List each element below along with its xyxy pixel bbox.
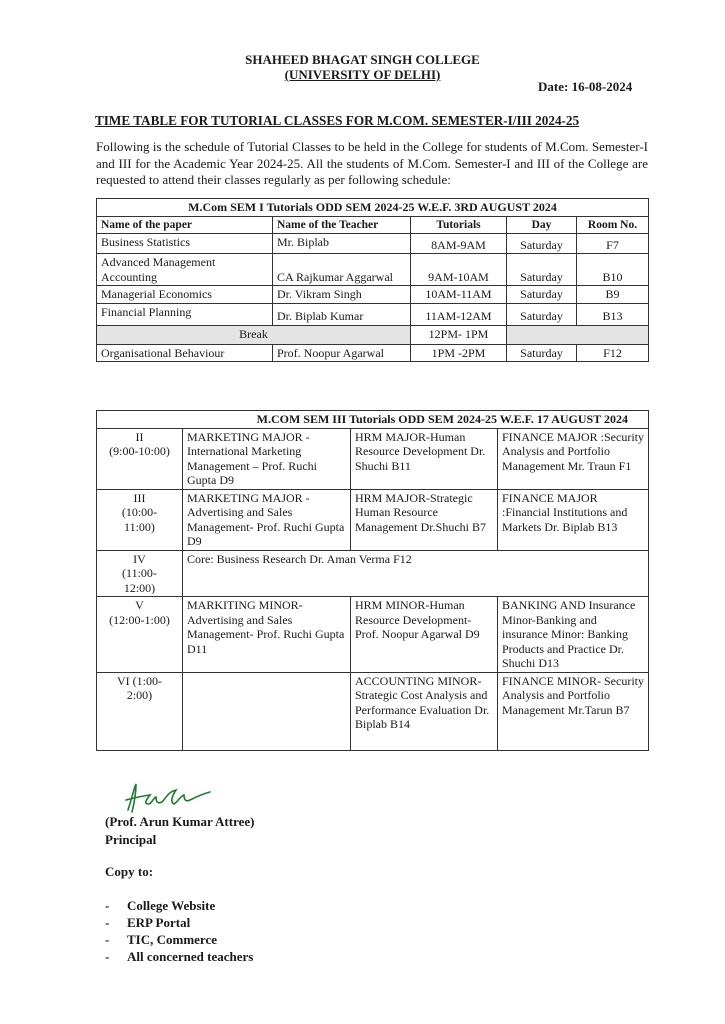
teacher-cell: Dr. Vikram Singh: [273, 286, 411, 304]
table-row: [97, 489, 649, 550]
college-name: SHAHEED BHAGAT SINGH COLLEGE: [245, 52, 480, 67]
day-cell: Saturday: [507, 254, 577, 286]
day-cell: Saturday: [507, 303, 577, 325]
empty-cell: [183, 672, 351, 750]
col-room: Room No.: [577, 216, 649, 234]
list-item: - TIC, Commerce: [105, 931, 253, 948]
finance-cell: FINANCE MINOR- Security Analysis and Portfolio Management Mr.Tarun B7: [498, 672, 649, 750]
break-label: Break: [97, 325, 411, 344]
marketing-cell: MARKITING MINOR- Advertising and Sales Management- Prof. Ruchi Gupta D11: [183, 597, 351, 673]
slot-cell: VI (1:00- 2:00): [97, 672, 183, 750]
teacher-cell: Prof. Noopur Agarwal: [273, 344, 411, 362]
paper-cell: Advanced Management Accounting: [97, 254, 273, 286]
sem1-heading: M.Com SEM I Tutorials ODD SEM 2024-25 W.E.F. 3RD AUGUST 2024: [97, 199, 649, 217]
principal-name: (Prof. Arun Kumar Attree): [105, 814, 255, 829]
finance-cell: FINANCE MAJOR :Financial Institutions and Markets Dr. Biplab B13: [498, 489, 649, 550]
room-cell: F12: [577, 344, 649, 362]
day-cell: Saturday: [507, 286, 577, 304]
break-time: 12PM- 1PM: [411, 325, 507, 344]
slot-cell: III (10:00- 11:00): [97, 489, 183, 550]
room-cell: B13: [577, 303, 649, 325]
col-tutorials: Tutorials: [411, 216, 507, 234]
slot-cell: IV (11:00- 12:00): [97, 550, 183, 597]
table-row: [97, 672, 649, 750]
hrm-cell: HRM MAJOR-Strategic Human Resource Management Dr.Shuchi B7: [351, 489, 498, 550]
hrm-cell: HRM MINOR-Human Resource Development- Prof. Noopur Agarwal D9: [351, 597, 498, 673]
document-date: Date: 16-08-2024: [538, 79, 633, 94]
sem1-timetable: [96, 198, 649, 362]
accounting-cell: ACCOUNTING MINOR- Strategic Cost Analysis and Performance Evaluation Dr. Biplab B14: [351, 672, 498, 750]
table-row: [97, 286, 649, 304]
table-row: [97, 597, 649, 673]
sem1-header-row: [97, 216, 649, 234]
list-item: - All concerned teachers: [105, 948, 253, 965]
marketing-cell: MARKETING MAJOR - Advertising and Sales Management- Prof. Ruchi Gupta D9: [183, 489, 351, 550]
time-cell: 1PM -2PM: [411, 344, 507, 362]
university-name: (UNIVERSITY OF DELHI): [284, 67, 441, 82]
break-row: [97, 325, 649, 344]
time-cell: 11AM-12AM: [411, 303, 507, 325]
time-cell: 9AM-10AM: [411, 254, 507, 286]
timetable-title: TIME TABLE FOR TUTORIAL CLASSES FOR M.COM. SEMESTER-I/III 2024-25: [95, 113, 580, 128]
principal-block: [105, 813, 254, 849]
teacher-cell: Mr. Biplab: [273, 234, 411, 254]
day-cell: Saturday: [507, 234, 577, 254]
copy-to-label: Copy to:: [105, 864, 154, 879]
marketing-cell: MARKETING MAJOR - International Marketing Management – Prof. Ruchi Gupta D9: [183, 428, 351, 489]
table-row: [97, 428, 649, 489]
col-day: Day: [507, 216, 577, 234]
table-row: [97, 344, 649, 362]
principal-role: Principal: [105, 832, 157, 847]
recipient-list: [105, 897, 253, 965]
paper-cell: Business Statistics: [97, 234, 273, 254]
col-teacher: Name of the Teacher: [273, 216, 411, 234]
sem3-timetable: [96, 410, 649, 751]
time-cell: 10AM-11AM: [411, 286, 507, 304]
hrm-cell: HRM MAJOR-Human Resource Development Dr. Shuchi B11: [351, 428, 498, 489]
table-row: [97, 303, 649, 325]
break-fill: [507, 325, 649, 344]
time-cell: 8AM-9AM: [411, 234, 507, 254]
table-row: [97, 234, 649, 254]
paper-cell: Managerial Economics: [97, 286, 273, 304]
banking-cell: BANKING AND Insurance Minor-Banking and insurance Minor: Banking Products and Practice Dr. Shuchi D13: [498, 597, 649, 673]
slot-cell: V (12:00-1:00): [97, 597, 183, 673]
teacher-cell: Dr. Biplab Kumar: [273, 303, 411, 325]
paper-cell: Financial Planning: [97, 303, 273, 325]
table-row: [97, 254, 649, 286]
paper-cell: Organisational Behaviour: [97, 344, 273, 362]
finance-cell: FINANCE MAJOR :Security Analysis and Portfolio Management Mr. Traun F1: [498, 428, 649, 489]
room-cell: B9: [577, 286, 649, 304]
room-cell: B10: [577, 254, 649, 286]
core-cell: Core: Business Research Dr. Aman Verma F12: [183, 550, 649, 597]
col-paper: Name of the paper: [97, 216, 273, 234]
core-row: [97, 550, 649, 597]
room-cell: F7: [577, 234, 649, 254]
sem3-heading: M.COM SEM III Tutorials ODD SEM 2024-25 W.E.F. 17 AUGUST 2024: [97, 411, 649, 429]
list-item: - College Website: [105, 897, 253, 914]
intro-paragraph: Following is the schedule of Tutorial Classes to be held in the College for students of M.Com. Semester-I and III for the Academic Year 2024-25. All the students of M.Com. Semester-I and III of the College are requested to attend their classes regularly as per following schedule:: [96, 139, 648, 187]
slot-cell: II (9:00-10:00): [97, 428, 183, 489]
teacher-cell: CA Rajkumar Aggarwal: [273, 254, 411, 286]
list-item: - ERP Portal: [105, 914, 253, 931]
day-cell: Saturday: [507, 344, 577, 362]
